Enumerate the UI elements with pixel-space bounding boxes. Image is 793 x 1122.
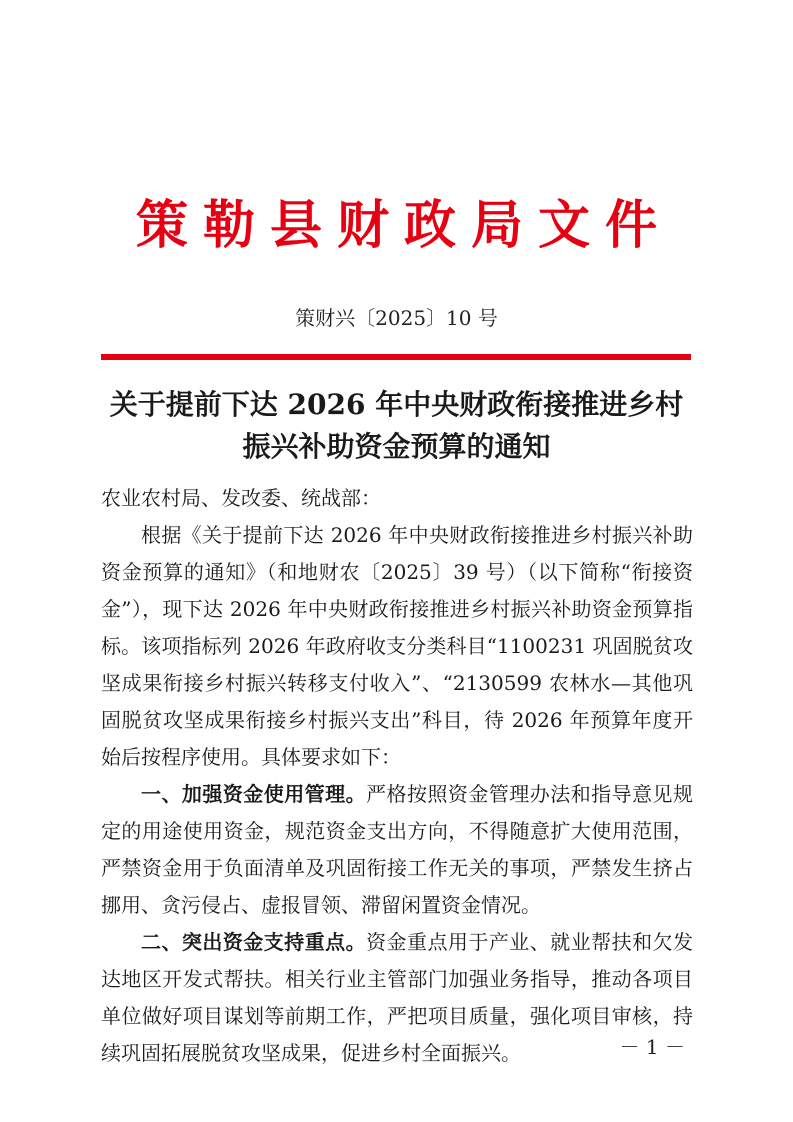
section-2-paragraph — [101, 924, 693, 1072]
document-number: 策财兴〔2025〕10 号 — [295, 306, 498, 330]
section-1-paragraph — [101, 776, 693, 924]
section-2-text: 资金重点用于产业、就业帮扶和欠发达地区开发式帮扶。相关行业主管部门加强业务指导，推动各项目单位做好项目谋划等前期工作，严把项目质量，强化项目审核，持续巩固拓展脱贫攻坚成果，促进乡村全面振兴。 — [101, 930, 694, 1065]
section-1-heading: 一、加强资金使用管理。 — [141, 782, 367, 806]
page-number: － 1 － — [619, 1035, 685, 1059]
intro-paragraph: 根据《关于提前下达 2026 年中央财政衔接推进乡村振兴补助资金预算的通知》（和地财农〔2025〕39 号）（以下简称“衔接资金”），现下达 2026 年中央财政衔接推进乡村振兴补助资金预算指标。该项指标列 2026 年政府收支分类科目“1100231 巩固脱贫攻坚成果衔接乡村振兴转移支付收入”、“2130599 农林水—其他巩固脱贫攻坚成果衔接乡村振兴支出”科目，待 2026 年预算年度开始后按程序使用。具体要求如下： — [101, 523, 693, 769]
document-body — [101, 480, 693, 1072]
section-1-text: 严格按照资金管理办法和指导意见规定的用途使用资金，规范资金支出方向，不得随意扩大使用范围，严禁资金用于负面清单及巩固衔接工作无关的事项，严禁发生挤占挪用、贪污侵占、虚报冒领、滞留闲置资金情况。 — [101, 782, 694, 917]
issuing-authority-title: 策勒县财政局文件 — [135, 196, 672, 256]
recipients-line: 农业农村局、发改委、统战部： — [101, 486, 381, 510]
notice-title-line-2: 振兴补助资金预算的通知 — [242, 430, 551, 463]
section-2-heading: 二、突出资金支持重点。 — [141, 930, 367, 954]
notice-title — [90, 384, 703, 468]
notice-title-line-1: 关于提前下达 2026 年中央财政衔接推进乡村 — [109, 388, 684, 421]
red-separator-line — [101, 354, 691, 360]
